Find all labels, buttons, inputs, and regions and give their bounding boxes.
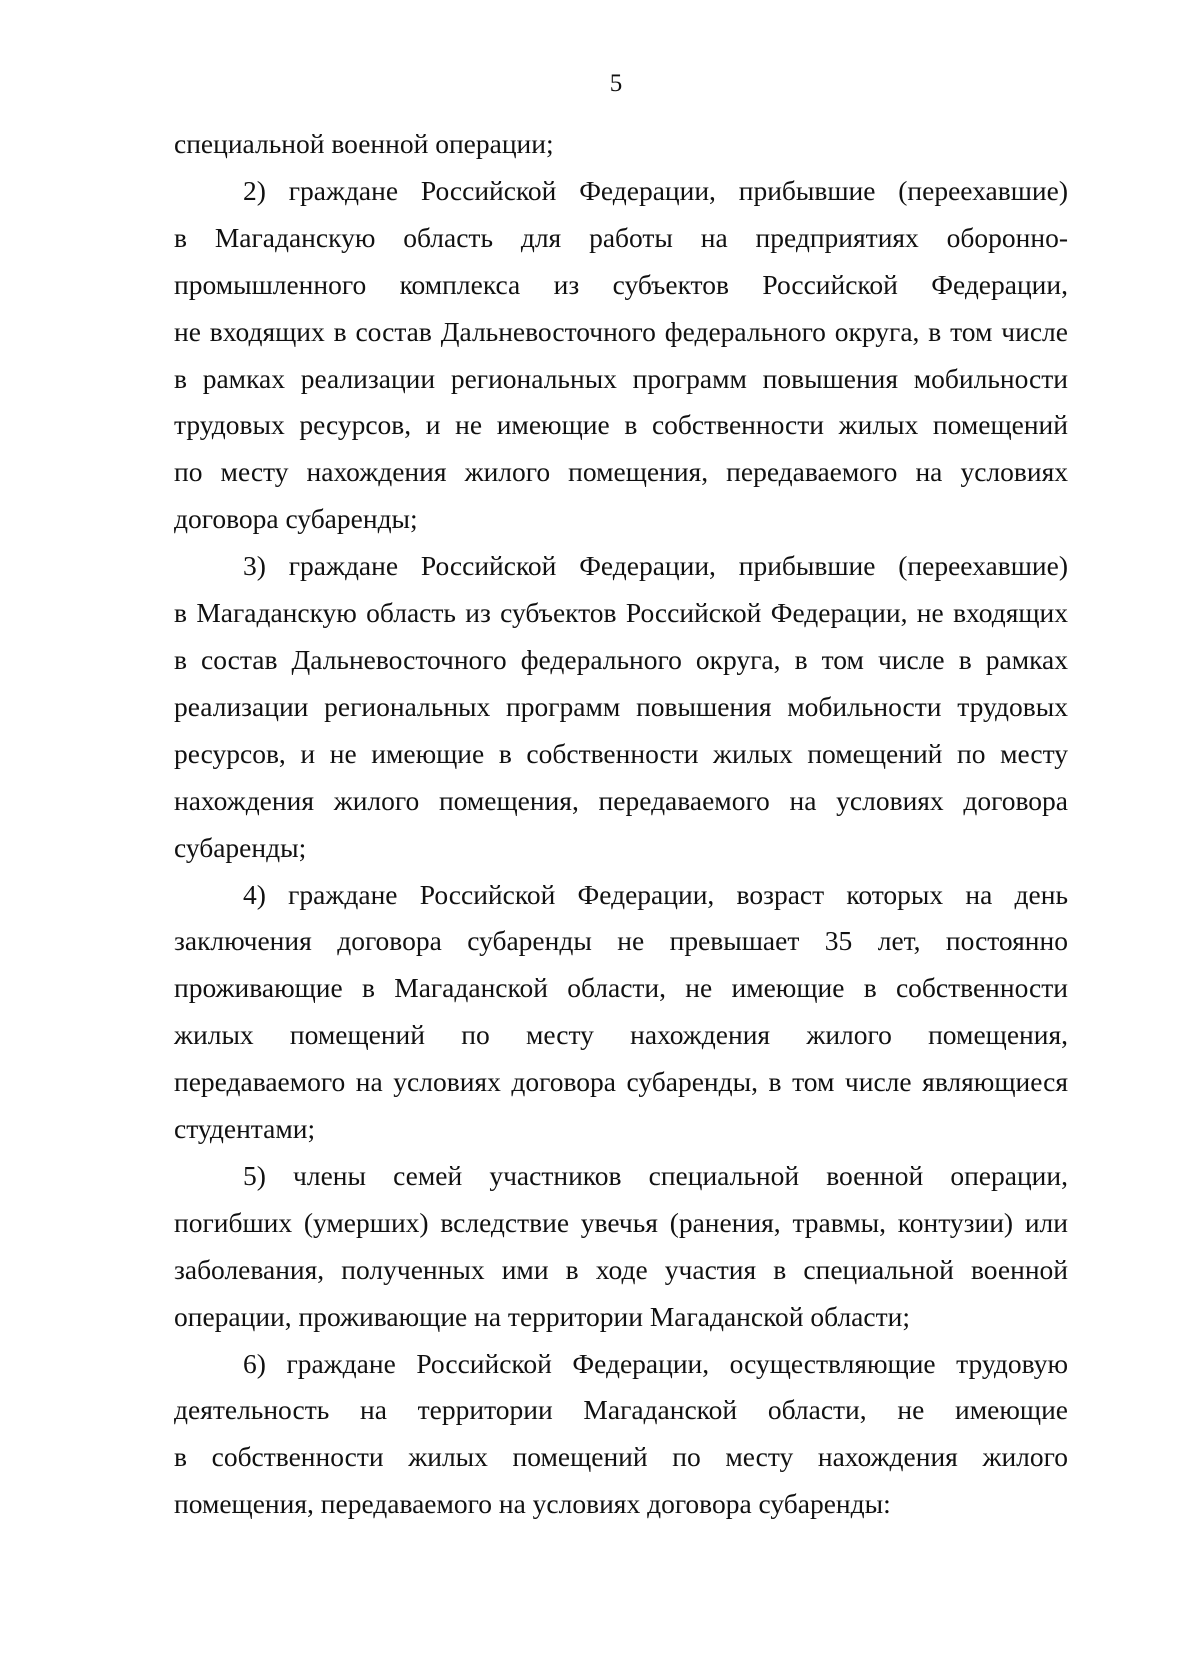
text-line-content: операции, проживающие на территории Магаданской области; [174, 1300, 910, 1332]
text-line-content: специальной военной операции; [174, 128, 554, 159]
paragraph [174, 1341, 1068, 1529]
text-line-content: заболевания, полученных ими в ходе участия в специальной военной [174, 1253, 1068, 1285]
text-line-content: в Магаданскую область для работы на предприятиях оборонно- [174, 221, 1068, 253]
text-line-content: не входящих в состав Дальневосточного федерального округа, в том числе [174, 315, 1068, 347]
text-line-content: 2) граждане Российской Федерации, прибывшие (переехавшие) [243, 174, 1068, 206]
text-line-content: трудовых ресурсов, и не имеющие в собственности жилых помещений [174, 409, 1068, 441]
paragraph [174, 168, 1068, 543]
text-line-content: заключения договора субаренды не превышает 35 лет, постоянно [174, 925, 1068, 957]
text-line-content: в Магаданскую область из субъектов Российской Федерации, не входящих [174, 597, 1068, 629]
text-line [174, 684, 1068, 731]
text-line-content: передаваемого на условиях договора субаренды, в том числе являющиеся [174, 1066, 1068, 1098]
text-line [174, 1012, 1068, 1059]
paragraph [174, 121, 1068, 168]
text-line [174, 1387, 1068, 1434]
text-line-content: погибших (умерших) вследствие увечья (ранения, травмы, контузии) или [174, 1206, 1068, 1238]
text-line-content: студентами; [174, 1113, 316, 1145]
text-line [174, 215, 1068, 262]
text-line-content: в собственности жилых помещений по месту нахождения жилого [174, 1441, 1068, 1473]
text-line [174, 449, 1068, 496]
document-body [174, 121, 1068, 1528]
text-line-content: проживающие в Магаданской области, не имеющие в собственности [174, 972, 1068, 1004]
text-line [174, 168, 1068, 215]
page-number: 5 [609, 70, 623, 97]
text-line-content: по месту нахождения жилого помещения, передаваемого на условиях [174, 456, 1068, 488]
text-line-content: 5) члены семей участников специальной военной операции, [243, 1159, 1068, 1191]
text-line-content: договора субаренды; [174, 503, 418, 535]
text-line [174, 1106, 1068, 1153]
text-line [174, 1247, 1068, 1294]
text-line [174, 309, 1068, 356]
text-line [174, 1434, 1068, 1481]
text-line [174, 402, 1068, 449]
text-line-content: в рамках реализации региональных программ повышения мобильности [174, 362, 1068, 394]
text-line [174, 121, 1068, 168]
text-line [174, 637, 1068, 684]
text-line [174, 778, 1068, 825]
text-line-content: 4) граждане Российской Федерации, возраст которых на день [243, 878, 1068, 910]
text-line [174, 262, 1068, 309]
text-line [174, 356, 1068, 403]
text-line [174, 543, 1068, 590]
text-line-content: ресурсов, и не имеющие в собственности жилых помещений по месту [174, 737, 1068, 769]
text-line [174, 1059, 1068, 1106]
paragraph [174, 872, 1068, 1153]
text-line [174, 1481, 1068, 1528]
text-line-content: жилых помещений по месту нахождения жилого помещения, [174, 1019, 1068, 1051]
text-line-content: субаренды; [174, 831, 307, 863]
text-line [174, 590, 1068, 637]
paragraph [174, 1153, 1068, 1341]
text-line-content: в состав Дальневосточного федерального округа, в том числе в рамках [174, 643, 1068, 675]
text-line [174, 872, 1068, 919]
paragraph [174, 543, 1068, 871]
text-line [174, 918, 1068, 965]
text-line [174, 825, 1068, 872]
text-line [174, 496, 1068, 543]
text-line-content: реализации региональных программ повышения мобильности трудовых [174, 690, 1068, 722]
text-line-content: деятельность на территории Магаданской области, не имеющие [174, 1394, 1068, 1426]
text-line-content: 3) граждане Российской Федерации, прибывшие (переехавшие) [243, 550, 1068, 582]
text-line [174, 731, 1068, 778]
text-line [174, 965, 1068, 1012]
text-line [174, 1341, 1068, 1388]
text-line-content: 6) граждане Российской Федерации, осуществляющие трудовую [243, 1347, 1068, 1379]
text-line [174, 1294, 1068, 1341]
text-line [174, 1153, 1068, 1200]
text-line-content: промышленного комплекса из субъектов Российской Федерации, [174, 268, 1068, 300]
text-line [174, 1200, 1068, 1247]
text-line-content: нахождения жилого помещения, передаваемого на условиях договора [174, 784, 1068, 816]
text-line-content: помещения, передаваемого на условиях договора субаренды: [174, 1488, 891, 1520]
